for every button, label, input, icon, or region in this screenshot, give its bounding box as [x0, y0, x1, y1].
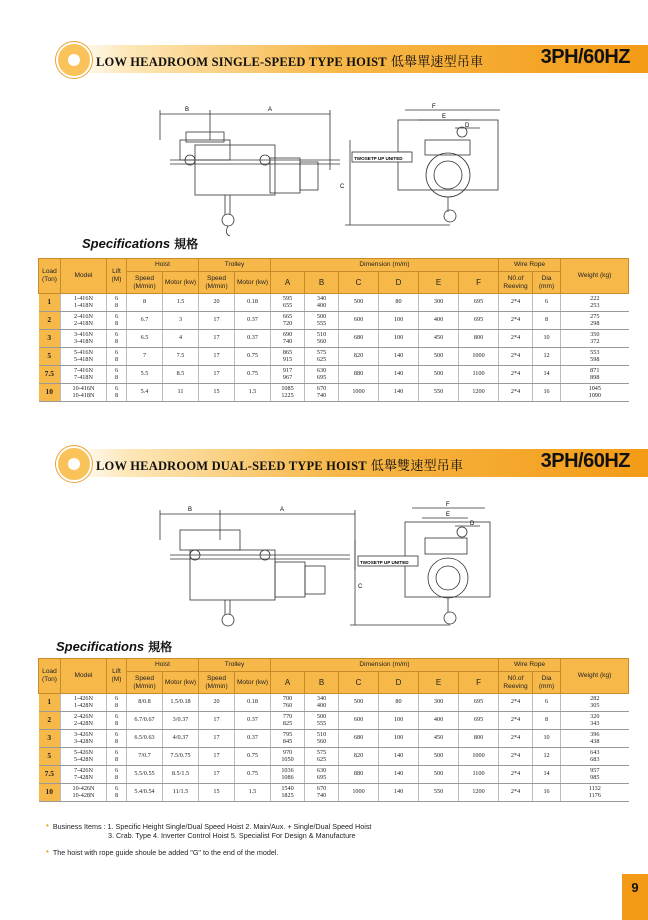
cell-dim-e: 500: [419, 766, 459, 784]
header-wire-rope: Wire Rope: [499, 659, 561, 672]
cell-dim-a: 690 740: [271, 330, 305, 348]
banner-circle-icon: [56, 42, 92, 78]
cell-weight: 553 598: [561, 348, 629, 366]
business-items-cont: [46, 831, 371, 840]
cell-hoist-speed: 5.4/0.54: [127, 784, 163, 802]
cell-load: 3: [39, 330, 61, 348]
cell-dim-b: 340 400: [305, 294, 339, 312]
cell-dia: 8: [533, 312, 561, 330]
cell-trolley-speed: 20: [199, 694, 235, 712]
cell-dim-b: 670 740: [305, 384, 339, 402]
section-title-cjk: 低舉雙速型吊車: [370, 459, 464, 474]
cell-dim-b: 575 625: [305, 348, 339, 366]
cell-hoist-motor: 7.5/0.75: [163, 748, 199, 766]
header-dimension: Dimension (m/m): [271, 259, 499, 272]
spec-heading: [82, 235, 198, 252]
cell-lift: 6 8: [107, 712, 127, 730]
cell-dim-e: 500: [419, 748, 459, 766]
cell-dia: 8: [533, 712, 561, 730]
header-dim-f: F: [459, 672, 499, 694]
cell-trolley-speed: 17: [199, 712, 235, 730]
cell-hoist-speed: 6.5: [127, 330, 163, 348]
cell-load: 2: [39, 312, 61, 330]
cell-lift: 6 8: [107, 694, 127, 712]
cell-lift: 6 8: [107, 766, 127, 784]
cell-model: 5-416N 5-418N: [61, 348, 107, 366]
cell-model: 3-416N 3-418N: [61, 330, 107, 348]
spec-table-dual: [38, 658, 629, 802]
table-row: [39, 312, 629, 330]
section-banner-single: [56, 42, 636, 76]
banner-circle-icon: [56, 446, 92, 482]
cell-load: 5: [39, 748, 61, 766]
dim-label-e: E: [442, 114, 447, 120]
cell-dim-a: 770 825: [271, 712, 305, 730]
cell-hoist-speed: 5.5: [127, 366, 163, 384]
cell-trolley-speed: 17: [199, 366, 235, 384]
spec-heading-cjk: 規格: [174, 237, 199, 251]
cell-dim-b: 670 740: [305, 784, 339, 802]
cell-dim-c: 600: [339, 712, 379, 730]
cell-dim-d: 140: [379, 348, 419, 366]
cell-weight: 320 343: [561, 712, 629, 730]
cell-dim-f: 1100: [459, 366, 499, 384]
cell-reeving: 2*4: [499, 784, 533, 802]
frequency-label: 3PH/60HZ: [540, 450, 630, 472]
cell-hoist-motor: 1.5: [163, 294, 199, 312]
cell-dim-a: 700 760: [271, 694, 305, 712]
cell-dim-b: 500 555: [305, 312, 339, 330]
cell-reeving: 2*4: [499, 384, 533, 402]
cell-hoist-speed: 6.7: [127, 312, 163, 330]
cell-load: 10: [39, 784, 61, 802]
cell-dim-b: 630 695: [305, 366, 339, 384]
cell-trolley-speed: 17: [199, 330, 235, 348]
header-model: Model: [61, 659, 107, 694]
table-row: [39, 712, 629, 730]
header-reeving: N0.of Reeving: [499, 272, 533, 294]
header-trolley-motor: Motor (kw): [235, 272, 271, 294]
cell-dia: 14: [533, 766, 561, 784]
cell-trolley-speed: 20: [199, 294, 235, 312]
cell-lift: 6 8: [107, 748, 127, 766]
cell-hoist-speed: 8: [127, 294, 163, 312]
cell-lift: 6 8: [107, 730, 127, 748]
dim-label-b: B: [185, 107, 190, 113]
section-banner-dual: [56, 446, 636, 480]
cell-dim-e: 550: [419, 784, 459, 802]
dim-label-c: C: [340, 184, 345, 190]
cell-lift: 6 8: [107, 366, 127, 384]
cell-dim-e: 400: [419, 312, 459, 330]
cell-dim-c: 880: [339, 366, 379, 384]
table-row: [39, 366, 629, 384]
cell-trolley-motor: 0.18: [235, 294, 271, 312]
cell-dim-f: 1200: [459, 384, 499, 402]
section-title-en: LOW HEADROOM DUAL-SEED TYPE HOIST: [96, 459, 367, 473]
cell-dim-a: 917 967: [271, 366, 305, 384]
header-lift: Lift (M): [107, 259, 127, 294]
header-hoist-motor: Motor (kw): [163, 272, 199, 294]
cell-load: 2: [39, 712, 61, 730]
cell-dim-f: 1000: [459, 348, 499, 366]
cell-trolley-speed: 17: [199, 312, 235, 330]
cell-dim-d: 140: [379, 366, 419, 384]
cell-dim-e: 500: [419, 348, 459, 366]
cell-load: 1: [39, 694, 61, 712]
cell-dim-a: 865 915: [271, 348, 305, 366]
header-reeving: N0.of Reeving: [499, 672, 533, 694]
cell-model: 10-416N 10-418N: [61, 384, 107, 402]
cell-hoist-speed: 6.5/0.63: [127, 730, 163, 748]
cell-dim-d: 100: [379, 330, 419, 348]
cell-dim-f: 1200: [459, 784, 499, 802]
cell-model: 3-426N 3-428N: [61, 730, 107, 748]
cell-dim-f: 800: [459, 730, 499, 748]
cell-model: 7-416N 7-418N: [61, 366, 107, 384]
cell-hoist-speed: 5.5/0.55: [127, 766, 163, 784]
cell-model: 10-426N 10-428N: [61, 784, 107, 802]
cell-dia: 10: [533, 330, 561, 348]
cell-hoist-speed: 7/0.7: [127, 748, 163, 766]
cell-load: 5: [39, 348, 61, 366]
cell-hoist-speed: 6.7/0.67: [127, 712, 163, 730]
header-dim-c: C: [339, 272, 379, 294]
dim-label-d: D: [470, 521, 475, 527]
business-line-1: Business Items : 1. Specific Height Single/Dual Speed Hoist 2. Main/Aux. + Single/Dual Speed Hoist: [52, 822, 372, 831]
cell-lift: 6 8: [107, 312, 127, 330]
plate-text: TWOSETP UP UNITED: [354, 156, 403, 161]
hoist-drawing-single: [150, 100, 520, 240]
cell-dim-e: 550: [419, 384, 459, 402]
cell-dim-a: 1036 1086: [271, 766, 305, 784]
cell-hoist-motor: 3: [163, 312, 199, 330]
cell-load: 7.5: [39, 366, 61, 384]
cell-reeving: 2*4: [499, 366, 533, 384]
header-dim-b: B: [305, 672, 339, 694]
cell-hoist-motor: 3/0.37: [163, 712, 199, 730]
header-wire-rope: Wire Rope: [499, 259, 561, 272]
cell-hoist-motor: 7.5: [163, 348, 199, 366]
cell-trolley-motor: 0.18: [235, 694, 271, 712]
cell-weight: 1045 1090: [561, 384, 629, 402]
header-weight: Weight (kg): [561, 659, 629, 694]
cell-dim-f: 1100: [459, 766, 499, 784]
table-row: [39, 348, 629, 366]
cell-dim-b: 500 555: [305, 712, 339, 730]
cell-dia: 14: [533, 366, 561, 384]
header-load: Load (Ton): [39, 659, 61, 694]
header-dim-f: F: [459, 272, 499, 294]
business-line-2: 3. Crab. Type 4. Inverter Control Hoist 5. Specialist For Design & Manufacture: [108, 831, 356, 840]
header-dim-e: E: [419, 272, 459, 294]
table-row: [39, 766, 629, 784]
cell-dim-c: 820: [339, 748, 379, 766]
dim-label-b: B: [188, 507, 193, 513]
cell-trolley-motor: 0.37: [235, 330, 271, 348]
cell-dim-d: 140: [379, 766, 419, 784]
header-load: Load (Ton): [39, 259, 61, 294]
cell-reeving: 2*4: [499, 694, 533, 712]
cell-hoist-speed: 8/0.8: [127, 694, 163, 712]
cell-dim-b: 630 695: [305, 766, 339, 784]
cell-trolley-speed: 17: [199, 730, 235, 748]
cell-dia: 10: [533, 730, 561, 748]
cell-dia: 16: [533, 784, 561, 802]
cell-dim-f: 695: [459, 312, 499, 330]
cell-dim-c: 1000: [339, 384, 379, 402]
cell-trolley-motor: 0.75: [235, 348, 271, 366]
cell-dia: 16: [533, 384, 561, 402]
bullet-icon: *: [46, 848, 49, 857]
cell-trolley-motor: 0.75: [235, 748, 271, 766]
cell-reeving: 2*4: [499, 294, 533, 312]
table-row: [39, 330, 629, 348]
cell-weight: 396 438: [561, 730, 629, 748]
cell-reeving: 2*4: [499, 730, 533, 748]
cell-dim-d: 100: [379, 312, 419, 330]
cell-dim-d: 100: [379, 730, 419, 748]
cell-dim-b: 340 400: [305, 694, 339, 712]
cell-hoist-motor: 11/1.5: [163, 784, 199, 802]
cell-weight: 275 298: [561, 312, 629, 330]
cell-dim-f: 1000: [459, 748, 499, 766]
cell-model: 2-426N 2-428N: [61, 712, 107, 730]
cell-dim-d: 140: [379, 784, 419, 802]
cell-reeving: 2*4: [499, 766, 533, 784]
cell-dim-b: 510 560: [305, 330, 339, 348]
dim-label-a: A: [268, 107, 273, 113]
cell-trolley-speed: 17: [199, 348, 235, 366]
section-title: [96, 455, 463, 474]
cell-hoist-motor: 8.5/1.5: [163, 766, 199, 784]
header-hoist-speed: Speed (M/min): [127, 672, 163, 694]
cell-reeving: 2*4: [499, 348, 533, 366]
cell-dim-d: 80: [379, 694, 419, 712]
cell-reeving: 2*4: [499, 712, 533, 730]
footnotes: [46, 822, 371, 857]
cell-dim-a: 595 655: [271, 294, 305, 312]
cell-dim-c: 880: [339, 766, 379, 784]
cell-dim-e: 500: [419, 366, 459, 384]
cell-dim-c: 600: [339, 312, 379, 330]
header-dia: Dia (mm): [533, 272, 561, 294]
cell-dim-a: 665 720: [271, 312, 305, 330]
table-row: [39, 384, 629, 402]
cell-model: 1-416N 1-418N: [61, 294, 107, 312]
dim-label-f: F: [446, 502, 450, 508]
header-trolley-motor: Motor (kw): [235, 672, 271, 694]
header-trolley: Trolley: [199, 259, 271, 272]
header-dim-d: D: [379, 272, 419, 294]
cell-lift: 6 8: [107, 784, 127, 802]
header-hoist: Hoist: [127, 259, 199, 272]
cell-weight: 222 253: [561, 294, 629, 312]
cell-dim-d: 100: [379, 712, 419, 730]
header-dim-a: A: [271, 272, 305, 294]
cell-dim-f: 800: [459, 330, 499, 348]
plate-text: TWOSETP UP UNITED: [360, 560, 409, 565]
table-row: [39, 748, 629, 766]
spec-heading-en: Specifications: [82, 236, 171, 251]
dim-label-c: C: [358, 584, 363, 590]
cell-dim-c: 680: [339, 330, 379, 348]
cell-model: 1-426N 1-428N: [61, 694, 107, 712]
cell-model: 7-426N 7-428N: [61, 766, 107, 784]
dim-label-f: F: [432, 104, 436, 110]
cell-dim-f: 695: [459, 694, 499, 712]
page-number: 9: [622, 874, 648, 920]
cell-load: 10: [39, 384, 61, 402]
cell-weight: 350 372: [561, 330, 629, 348]
cell-dia: 6: [533, 294, 561, 312]
cell-reeving: 2*4: [499, 330, 533, 348]
header-dim-b: B: [305, 272, 339, 294]
header-dim-a: A: [271, 672, 305, 694]
cell-trolley-speed: 15: [199, 384, 235, 402]
cell-trolley-speed: 17: [199, 766, 235, 784]
cell-trolley-motor: 1.5: [235, 384, 271, 402]
table-row: [39, 784, 629, 802]
cell-dia: 6: [533, 694, 561, 712]
header-hoist-motor: Motor (kw): [163, 672, 199, 694]
cell-weight: 282 305: [561, 694, 629, 712]
header-lift: Lift (M): [107, 659, 127, 694]
header-dim-d: D: [379, 672, 419, 694]
header-weight: Weight (kg): [561, 259, 629, 294]
cell-dim-d: 140: [379, 748, 419, 766]
cell-dim-e: 300: [419, 694, 459, 712]
header-dia: Dia (mm): [533, 672, 561, 694]
table-row: [39, 730, 629, 748]
dim-label-a: A: [280, 507, 285, 513]
rope-guide-text: The hoist with rope guide shoule be added "G" to the end of the model.: [52, 848, 279, 857]
cell-lift: 6 8: [107, 384, 127, 402]
cell-dim-e: 450: [419, 730, 459, 748]
cell-trolley-speed: 15: [199, 784, 235, 802]
header-hoist: Hoist: [127, 659, 199, 672]
cell-trolley-motor: 0.37: [235, 312, 271, 330]
header-dim-e: E: [419, 672, 459, 694]
cell-dim-a: 1540 1825: [271, 784, 305, 802]
cell-hoist-motor: 4: [163, 330, 199, 348]
cell-weight: 643 683: [561, 748, 629, 766]
business-items: [46, 822, 371, 831]
cell-dim-d: 80: [379, 294, 419, 312]
cell-trolley-speed: 17: [199, 748, 235, 766]
spec-heading-en: Specifications: [56, 639, 145, 654]
cell-lift: 6 8: [107, 348, 127, 366]
header-dimension: Dimension (m/m): [271, 659, 499, 672]
cell-dim-e: 300: [419, 294, 459, 312]
header-trolley: Trolley: [199, 659, 271, 672]
cell-trolley-motor: 0.37: [235, 712, 271, 730]
cell-hoist-motor: 11: [163, 384, 199, 402]
cell-dim-c: 1000: [339, 784, 379, 802]
section-title-cjk: 低舉單速型吊車: [390, 55, 484, 70]
table-row: [39, 694, 629, 712]
cell-dim-f: 695: [459, 712, 499, 730]
dim-label-e: E: [446, 512, 451, 518]
cell-dim-c: 680: [339, 730, 379, 748]
header-dim-c: C: [339, 672, 379, 694]
cell-dim-f: 695: [459, 294, 499, 312]
cell-trolley-motor: 0.37: [235, 730, 271, 748]
cell-weight: 957 985: [561, 766, 629, 784]
spec-heading-cjk: 規格: [148, 640, 173, 654]
cell-dia: 12: [533, 348, 561, 366]
header-trolley-speed: Speed (M/min): [199, 272, 235, 294]
spec-heading: [56, 638, 172, 655]
header-trolley-speed: Speed (M/min): [199, 672, 235, 694]
cell-reeving: 2*4: [499, 748, 533, 766]
cell-dim-a: 970 1050: [271, 748, 305, 766]
cell-trolley-motor: 0.75: [235, 366, 271, 384]
cell-weight: 1132 1176: [561, 784, 629, 802]
cell-dim-b: 575 625: [305, 748, 339, 766]
bullet-icon: *: [46, 822, 49, 831]
cell-dim-d: 140: [379, 384, 419, 402]
cell-load: 1: [39, 294, 61, 312]
header-model: Model: [61, 259, 107, 294]
cell-hoist-motor: 1.5/0.18: [163, 694, 199, 712]
dim-label-d: D: [465, 123, 470, 129]
cell-hoist-speed: 7: [127, 348, 163, 366]
hoist-drawing-dual: [150, 500, 520, 640]
cell-dim-e: 450: [419, 330, 459, 348]
cell-model: 5-426N 5-428N: [61, 748, 107, 766]
cell-reeving: 2*4: [499, 312, 533, 330]
cell-dim-a: 1085 1225: [271, 384, 305, 402]
cell-weight: 871 898: [561, 366, 629, 384]
cell-trolley-motor: 0.75: [235, 766, 271, 784]
frequency-label: 3PH/60HZ: [540, 46, 630, 68]
section-title-en: LOW HEADROOM SINGLE-SPEED TYPE HOIST: [96, 55, 387, 69]
table-row: [39, 294, 629, 312]
spec-table-single: [38, 258, 629, 402]
cell-dim-e: 400: [419, 712, 459, 730]
cell-load: 7.5: [39, 766, 61, 784]
cell-hoist-motor: 8.5: [163, 366, 199, 384]
cell-load: 3: [39, 730, 61, 748]
cell-dim-c: 500: [339, 694, 379, 712]
cell-dim-c: 820: [339, 348, 379, 366]
cell-hoist-motor: 4/0.37: [163, 730, 199, 748]
rope-guide-note: [46, 848, 371, 857]
cell-dim-a: 795 845: [271, 730, 305, 748]
cell-trolley-motor: 1.5: [235, 784, 271, 802]
cell-lift: 6 8: [107, 330, 127, 348]
cell-dim-c: 500: [339, 294, 379, 312]
cell-model: 2-416N 2-418N: [61, 312, 107, 330]
cell-lift: 6 8: [107, 294, 127, 312]
cell-dim-b: 510 560: [305, 730, 339, 748]
cell-hoist-speed: 5.4: [127, 384, 163, 402]
header-hoist-speed: Speed (M/min): [127, 272, 163, 294]
cell-dia: 12: [533, 748, 561, 766]
section-title: [96, 51, 483, 70]
